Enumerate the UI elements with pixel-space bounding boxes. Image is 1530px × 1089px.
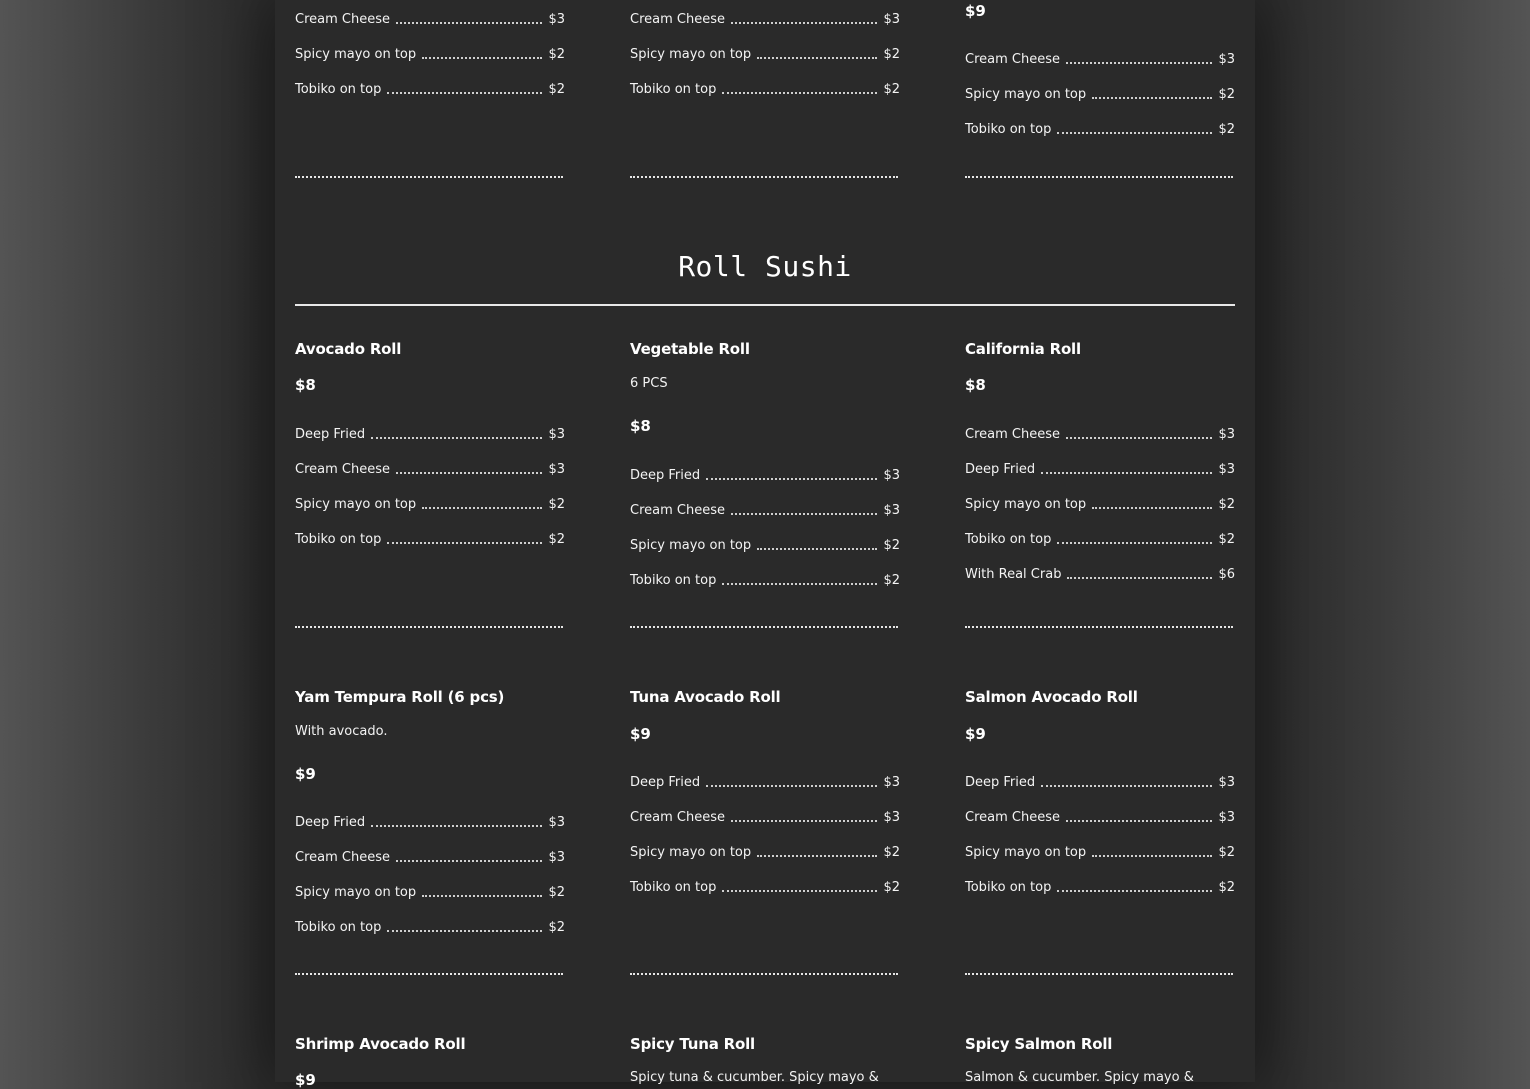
option-price: $2 [883, 81, 900, 97]
dot-leader [1057, 542, 1212, 544]
item-name: Spicy Salmon Roll [965, 1035, 1113, 1053]
option-name: Tobiko on top [630, 879, 717, 895]
option-price: $2 [1218, 496, 1235, 512]
option-row[interactable] [965, 85, 1235, 103]
option-name: Tobiko on top [295, 531, 382, 547]
option-row[interactable] [965, 460, 1235, 478]
option-price: $2 [548, 919, 565, 935]
item-separator [965, 176, 1233, 178]
option-name: Spicy mayo on top [965, 86, 1087, 102]
option-name: Deep Fried [630, 774, 701, 790]
option-row[interactable] [630, 571, 900, 589]
option-row[interactable] [630, 501, 900, 519]
option-row[interactable] [630, 773, 900, 791]
option-price: $2 [1218, 879, 1235, 895]
dot-leader [722, 890, 877, 892]
option-price: $3 [1218, 51, 1235, 67]
item-separator [965, 626, 1233, 628]
dot-leader [1092, 507, 1212, 509]
item-price: $8 [630, 417, 651, 435]
item-price: $9 [295, 765, 316, 783]
option-name: Spicy mayo on top [630, 46, 752, 62]
option-name: Cream Cheese [295, 11, 390, 27]
option-name: Cream Cheese [965, 809, 1060, 825]
item-name: Avocado Roll [295, 340, 402, 358]
option-price: $2 [1218, 844, 1235, 860]
option-row[interactable] [965, 50, 1235, 68]
dot-leader [387, 92, 542, 94]
dot-leader [722, 92, 877, 94]
dot-leader [387, 542, 542, 544]
item-name: Salmon Avocado Roll [965, 688, 1138, 706]
option-row[interactable] [630, 80, 900, 98]
dot-leader [371, 825, 542, 827]
dot-leader [371, 437, 542, 439]
dot-leader [1092, 855, 1212, 857]
option-name: Tobiko on top [965, 121, 1052, 137]
option-row[interactable] [295, 883, 565, 901]
item-price: $9 [630, 725, 651, 743]
option-price: $3 [883, 467, 900, 483]
option-price: $2 [548, 46, 565, 62]
dot-leader [731, 820, 877, 822]
option-price: $3 [883, 809, 900, 825]
option-price: $2 [548, 496, 565, 512]
option-row[interactable] [295, 813, 565, 831]
option-price: $3 [1218, 809, 1235, 825]
option-name: Tobiko on top [630, 81, 717, 97]
item-separator [295, 973, 563, 975]
dot-leader [731, 513, 877, 515]
option-price: $2 [883, 844, 900, 860]
option-name: Spicy mayo on top [630, 844, 752, 860]
dot-leader [1066, 62, 1212, 64]
option-row[interactable] [630, 536, 900, 554]
option-name: Cream Cheese [295, 461, 390, 477]
item-name: Yam Tempura Roll (6 pcs) [295, 688, 505, 706]
section-title: Roll Sushi [678, 250, 852, 283]
option-name: Tobiko on top [295, 81, 382, 97]
option-row[interactable] [965, 843, 1235, 861]
item-price: $8 [295, 376, 316, 394]
option-row[interactable] [295, 495, 565, 513]
option-name: Spicy mayo on top [630, 537, 752, 553]
option-row[interactable] [295, 10, 565, 28]
option-price: $3 [883, 11, 900, 27]
dot-leader [396, 860, 542, 862]
option-price: $2 [548, 884, 565, 900]
option-row[interactable] [965, 773, 1235, 791]
option-name: Deep Fried [965, 774, 1036, 790]
option-row[interactable] [630, 878, 900, 896]
option-name: Spicy mayo on top [965, 496, 1087, 512]
option-price: $2 [1218, 531, 1235, 547]
dot-leader [722, 583, 877, 585]
option-row[interactable] [630, 466, 900, 484]
option-price: $3 [1218, 426, 1235, 442]
option-price: $2 [548, 531, 565, 547]
dot-leader [1067, 577, 1212, 579]
option-name: With Real Crab [965, 566, 1062, 582]
option-row[interactable] [630, 843, 900, 861]
option-price: $3 [1218, 774, 1235, 790]
option-row[interactable] [965, 120, 1235, 138]
option-price: $3 [883, 502, 900, 518]
option-price: $3 [883, 774, 900, 790]
option-price: $3 [1218, 461, 1235, 477]
option-name: Deep Fried [295, 426, 366, 442]
option-price: $2 [548, 81, 565, 97]
option-name: Spicy mayo on top [965, 844, 1087, 860]
option-row[interactable] [965, 425, 1235, 443]
option-price: $3 [548, 849, 565, 865]
option-price: $2 [1218, 121, 1235, 137]
option-price: $6 [1218, 566, 1235, 582]
option-row[interactable] [295, 460, 565, 478]
item-price: $9 [965, 2, 986, 20]
option-name: Cream Cheese [295, 849, 390, 865]
dot-leader [1057, 132, 1212, 134]
dot-leader [1057, 890, 1212, 892]
section-divider [295, 304, 1235, 306]
option-row[interactable] [965, 808, 1235, 826]
item-separator [630, 176, 898, 178]
option-price: $3 [548, 461, 565, 477]
option-name: Cream Cheese [630, 502, 725, 518]
option-name: Deep Fried [295, 814, 366, 830]
option-price: $3 [548, 11, 565, 27]
option-name: Cream Cheese [630, 809, 725, 825]
dot-leader [1066, 437, 1212, 439]
option-price: $2 [1218, 86, 1235, 102]
option-name: Deep Fried [965, 461, 1036, 477]
item-description: Salmon & cucumber. Spicy mayo & [965, 1070, 1194, 1085]
option-price: $2 [883, 46, 900, 62]
item-name: Spicy Tuna Roll [630, 1035, 755, 1053]
menu-panel [275, 0, 1255, 1089]
option-row[interactable] [295, 848, 565, 866]
option-name: Tobiko on top [965, 879, 1052, 895]
option-name: Tobiko on top [965, 531, 1052, 547]
dot-leader [396, 472, 542, 474]
option-row[interactable] [295, 918, 565, 936]
dot-leader [757, 57, 877, 59]
option-price: $3 [548, 814, 565, 830]
option-price: $3 [548, 426, 565, 442]
dot-leader [1092, 97, 1212, 99]
option-row[interactable] [295, 80, 565, 98]
option-name: Deep Fried [630, 467, 701, 483]
option-row[interactable] [965, 530, 1235, 548]
dot-leader [706, 785, 877, 787]
dot-leader [757, 855, 877, 857]
option-price: $2 [883, 572, 900, 588]
item-separator [295, 626, 563, 628]
option-row[interactable] [630, 45, 900, 63]
item-description: With avocado. [295, 724, 388, 739]
item-price: $9 [965, 725, 986, 743]
option-row[interactable] [295, 530, 565, 548]
dot-leader [1041, 785, 1212, 787]
item-separator [630, 973, 898, 975]
option-row[interactable] [630, 10, 900, 28]
dot-leader [422, 507, 542, 509]
item-name: Vegetable Roll [630, 340, 750, 358]
option-row[interactable] [965, 495, 1235, 513]
option-name: Cream Cheese [630, 11, 725, 27]
option-row[interactable] [295, 45, 565, 63]
item-name: Shrimp Avocado Roll [295, 1035, 466, 1053]
option-row[interactable] [965, 565, 1235, 583]
item-name: Tuna Avocado Roll [630, 688, 781, 706]
dot-leader [396, 22, 542, 24]
dot-leader [1066, 820, 1212, 822]
item-description: Spicy tuna & cucumber. Spicy mayo & [630, 1070, 879, 1085]
option-name: Tobiko on top [630, 572, 717, 588]
dot-leader [706, 478, 877, 480]
dot-leader [757, 548, 877, 550]
item-price: $9 [295, 1071, 316, 1089]
item-separator [295, 176, 563, 178]
dot-leader [1041, 472, 1212, 474]
item-description: 6 PCS [630, 376, 668, 391]
item-separator [965, 973, 1233, 975]
option-name: Cream Cheese [965, 426, 1060, 442]
option-name: Cream Cheese [965, 51, 1060, 67]
option-row[interactable] [630, 808, 900, 826]
item-name: California Roll [965, 340, 1081, 358]
option-row[interactable] [295, 425, 565, 443]
dot-leader [422, 57, 542, 59]
option-name: Tobiko on top [295, 919, 382, 935]
dot-leader [422, 895, 542, 897]
option-name: Spicy mayo on top [295, 46, 417, 62]
option-price: $2 [883, 879, 900, 895]
option-price: $2 [883, 537, 900, 553]
option-name: Spicy mayo on top [295, 496, 417, 512]
option-row[interactable] [965, 878, 1235, 896]
item-separator [630, 626, 898, 628]
dot-leader [731, 22, 877, 24]
dot-leader [387, 930, 542, 932]
item-price: $8 [965, 376, 986, 394]
option-name: Spicy mayo on top [295, 884, 417, 900]
